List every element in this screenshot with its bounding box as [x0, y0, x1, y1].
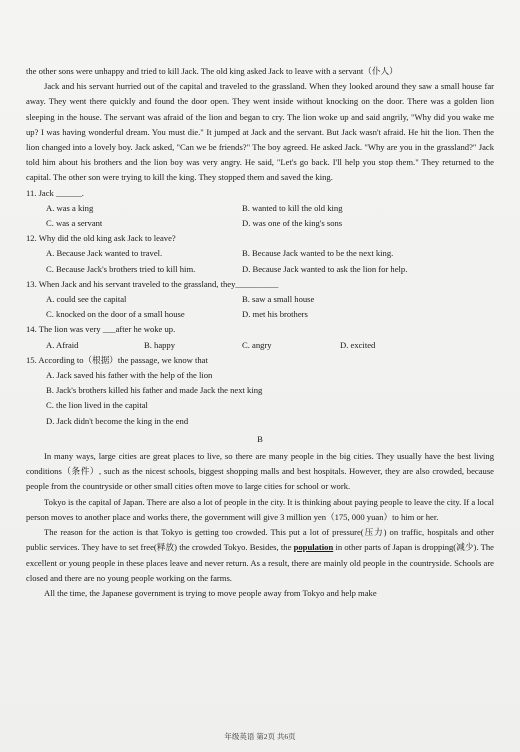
text-run: in other parts of Japan is dropping(减少). The excellent or young people in these places leave and never return. As a result, there are mainly old people in the countryside. Schools are closed and there are no young people working on the farms. — [26, 542, 494, 583]
page-footer: 年级英语 第2页 共6页 — [224, 732, 296, 741]
option-b: B. saw a small house — [242, 294, 315, 305]
text-run: The reason for the action is that Tokyo is getting too crowded. This put a lot of pressure(压力) on traffic, hospitals and other public services. They have to set free(释放) the crowded Tokyo. Besides, the — [26, 527, 494, 553]
option-b: B. Jack's brothers killed his father and made Jack the next king — [46, 385, 263, 396]
option-c: C. angry — [242, 339, 272, 350]
option-b: B. Because Jack wanted to be the next king. — [242, 248, 394, 259]
question-stem: 14. The lion was very ___after he woke up. — [26, 324, 176, 335]
option-c: C. Because Jack's brothers tried to kill him. — [46, 263, 196, 274]
option-c: C. the lion lived in the capital — [46, 400, 148, 411]
option-c: C. was a servant — [46, 218, 103, 229]
option-b: B. wanted to kill the old king — [242, 202, 343, 213]
question-15 — [26, 353, 494, 429]
page-content — [26, 64, 494, 601]
option-a: A. Afraid — [46, 339, 79, 350]
options — [46, 246, 494, 276]
options — [46, 292, 494, 322]
option-d: D. met his brothers — [242, 309, 308, 320]
option-d: D. Jack didn't become the king in the end — [46, 415, 189, 426]
passage-b-paragraph-3 — [26, 525, 494, 586]
question-stem: 12. Why did the old king ask Jack to leave? — [26, 233, 176, 244]
question-14 — [26, 322, 494, 352]
passage-a-line: the other sons were unhappy and tried to kill Jack. The old king asked Jack to leave with a servant（仆人） — [26, 66, 398, 76]
question-12 — [26, 231, 494, 277]
question-11 — [26, 186, 494, 232]
option-c: C. knocked on the door of a small house — [46, 309, 185, 320]
options — [46, 201, 494, 231]
option-a: A. Jack saved his father with the help of the lion — [46, 370, 213, 381]
option-d: D. excited — [340, 339, 376, 350]
question-stem: 15. According to（根据）the passage, we know that — [26, 354, 208, 365]
passage-a-paragraph: Jack and his servant hurried out of the capital and traveled to the grassland. When they looked around they saw a small house far away. They went there quickly and found the door open. They went inside without knocking on the door. There was a golden lion sleeping in the house. The servant was afraid of the lion and began to cry. The lion woke up and said angrily, "Why did you wake me up? I was having wonderful dream. You must die." It jumped at Jack and the servant. But Jack wasn't afraid. He hit the lion. Then the lion changed into a lovely boy. Jack asked, "Can we be friends?" The boy agreed. He asked Jack. "Why are you in the grassland?" Jack told him about his brothers and the lion boy was very angry. He said, "Let's go back. I'll help you stop them." They returned to the capital. The other son were trying to kill the king. They stopped them and saved the king. — [26, 81, 494, 183]
option-a: A. was a king — [46, 202, 94, 213]
question-stem: 13. When Jack and his servant traveled to the grassland, they__________ — [26, 278, 279, 289]
option-d: D. Because Jack wanted to ask the lion for help. — [242, 263, 408, 274]
passage-b-paragraph-2: Tokyo is the capital of Japan. There are also a lot of people in the city. It is thinking about paying people to leave the city. If a local person moves to another place and works there, the government will give 3 million yen（175, 000 yuan）to him or her. — [26, 496, 494, 522]
underlined-word: population — [293, 542, 334, 553]
passage-b-paragraph-4: All the time, the Japanese government is trying to move people away from Tokyo and help make — [44, 587, 377, 598]
question-stem: 11. Jack ______. — [26, 187, 84, 198]
option-d: D. was one of the king's sons — [242, 218, 343, 229]
question-13 — [26, 277, 494, 323]
option-a: A. could see the capital — [46, 294, 127, 305]
option-a: A. Because Jack wanted to travel. — [46, 248, 163, 259]
section-b-heading: B — [257, 433, 263, 444]
passage-b-paragraph-1: In many ways, large cities are great places to live, so there are many people in the big cities. They usually have the best living conditions（条件）, such as the nicest schools, biggest shopping malls and best hospitals. However, they are also crowded, because people from the countryside or other small cities often move to large cities for school or work. — [26, 451, 494, 492]
option-b: B. happy — [144, 339, 176, 350]
options — [46, 338, 494, 353]
